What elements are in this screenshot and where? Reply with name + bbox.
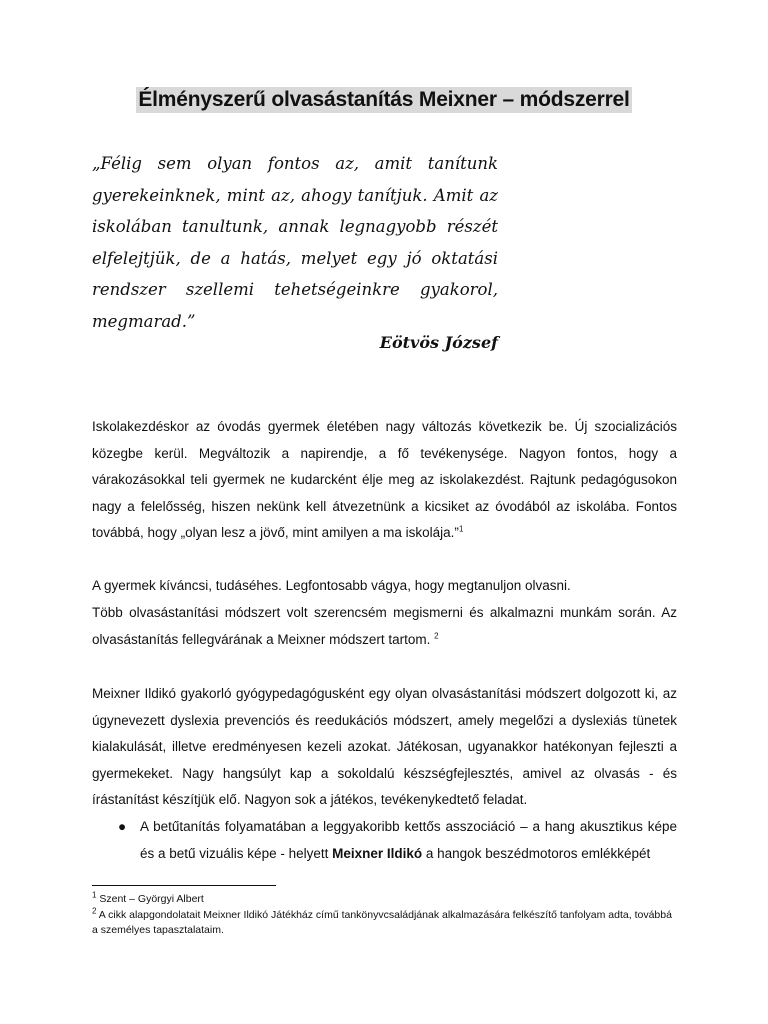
- epigraph-quote: „Félig sem olyan fontos az, amit tanítunk gyerekeinknek, mint az, ahogy tanítjuk. Amit az iskolában tanultunk, annak legnagyobb részét elfelejtjük, de a hatás, melyet egy jó oktatási rendszer szellemi tehetségeinkre gyakorol, megmarad.”: [92, 154, 498, 331]
- footnote-ref-1: 1: [458, 524, 464, 534]
- footnote-separator: [92, 885, 276, 886]
- bullet-bold-name: Meixner Ildikó: [332, 845, 423, 861]
- paragraph-4: Meixner Ildikó gyakorló gyógypedagógusként egy olyan olvasástanítási módszert dolgozott ki, az úgynevezett dyslexia prevenciós és reedukációs módszert, amely megelőzi a dyslexiás tünetek kialakulását, illetve eredményesen kezeli azokat. Játékosan, ugyanakkor hatékonyan fejleszti a gyermekeket. Nagy hangsúlyt kap a sokoldalú készségfejlesztés, amivel az olvasás - és írástanítást készítjük elő. Nagyon sok a játékos, tevékenykedtető feladat.: [92, 686, 677, 808]
- paragraph-2: A gyermek kíváncsi, tudáséhes. Legfontosabb vágya, hogy megtanuljon olvasni.: [92, 578, 571, 593]
- footnote-1: $^1$ Szent – Györgyi Albert: [92, 890, 204, 905]
- bullet-item: [92, 814, 677, 867]
- bullet-text: A betűtanítás folyamatában a leggyakoribb kettős asszociáció – a hang akusztikus képe és a betű vizuális képe - helyett Meixner Ildikó a hangok beszédmotoros emlékképét: [140, 819, 677, 861]
- paragraph-1: Iskolakezdéskor az óvodás gyermek életében nagy változás következik be. Új szocializációs közegbe kerül. Megváltozik a napirendje, a fő tevékenysége. Nagyon fontos, hogy a várakozásokkal teli gyermek ne kudarcként élje meg az iskolakezdést. Rajtunk pedagógusokon nagy a felelősség, hiszen nekünk kell átvezetnünk a kicsiket az óvodából az iskolába. Fontos továbbá, hogy „olyan lesz a jövő, mint amilyen a ma iskolája.”$^1$: [92, 419, 677, 541]
- footnote-2: $^2$ A cikk alapgondolatait Meixner Ildikó Játékház című tankönyvcsaládjának alkalmazására felkészítő tanfolyam adta, továbbá a személyes tapasztalataim.: [92, 906, 672, 936]
- footnotes: [92, 892, 677, 939]
- footnote-ref-2: 2: [434, 631, 439, 641]
- quote-author: Eötvös József: [379, 333, 498, 352]
- document-title: Élményszerű olvasástanítás Meixner – módszerrel: [138, 88, 630, 111]
- title-container: [0, 87, 768, 113]
- bullet-icon: ●: [118, 819, 127, 834]
- paragraph-3: Több olvasástanítási módszert volt szerencsém megismerni és alkalmazni munkám során. Az olvasástanítás fellegvárának a Meixner módszert tartom. $^2$: [92, 605, 677, 647]
